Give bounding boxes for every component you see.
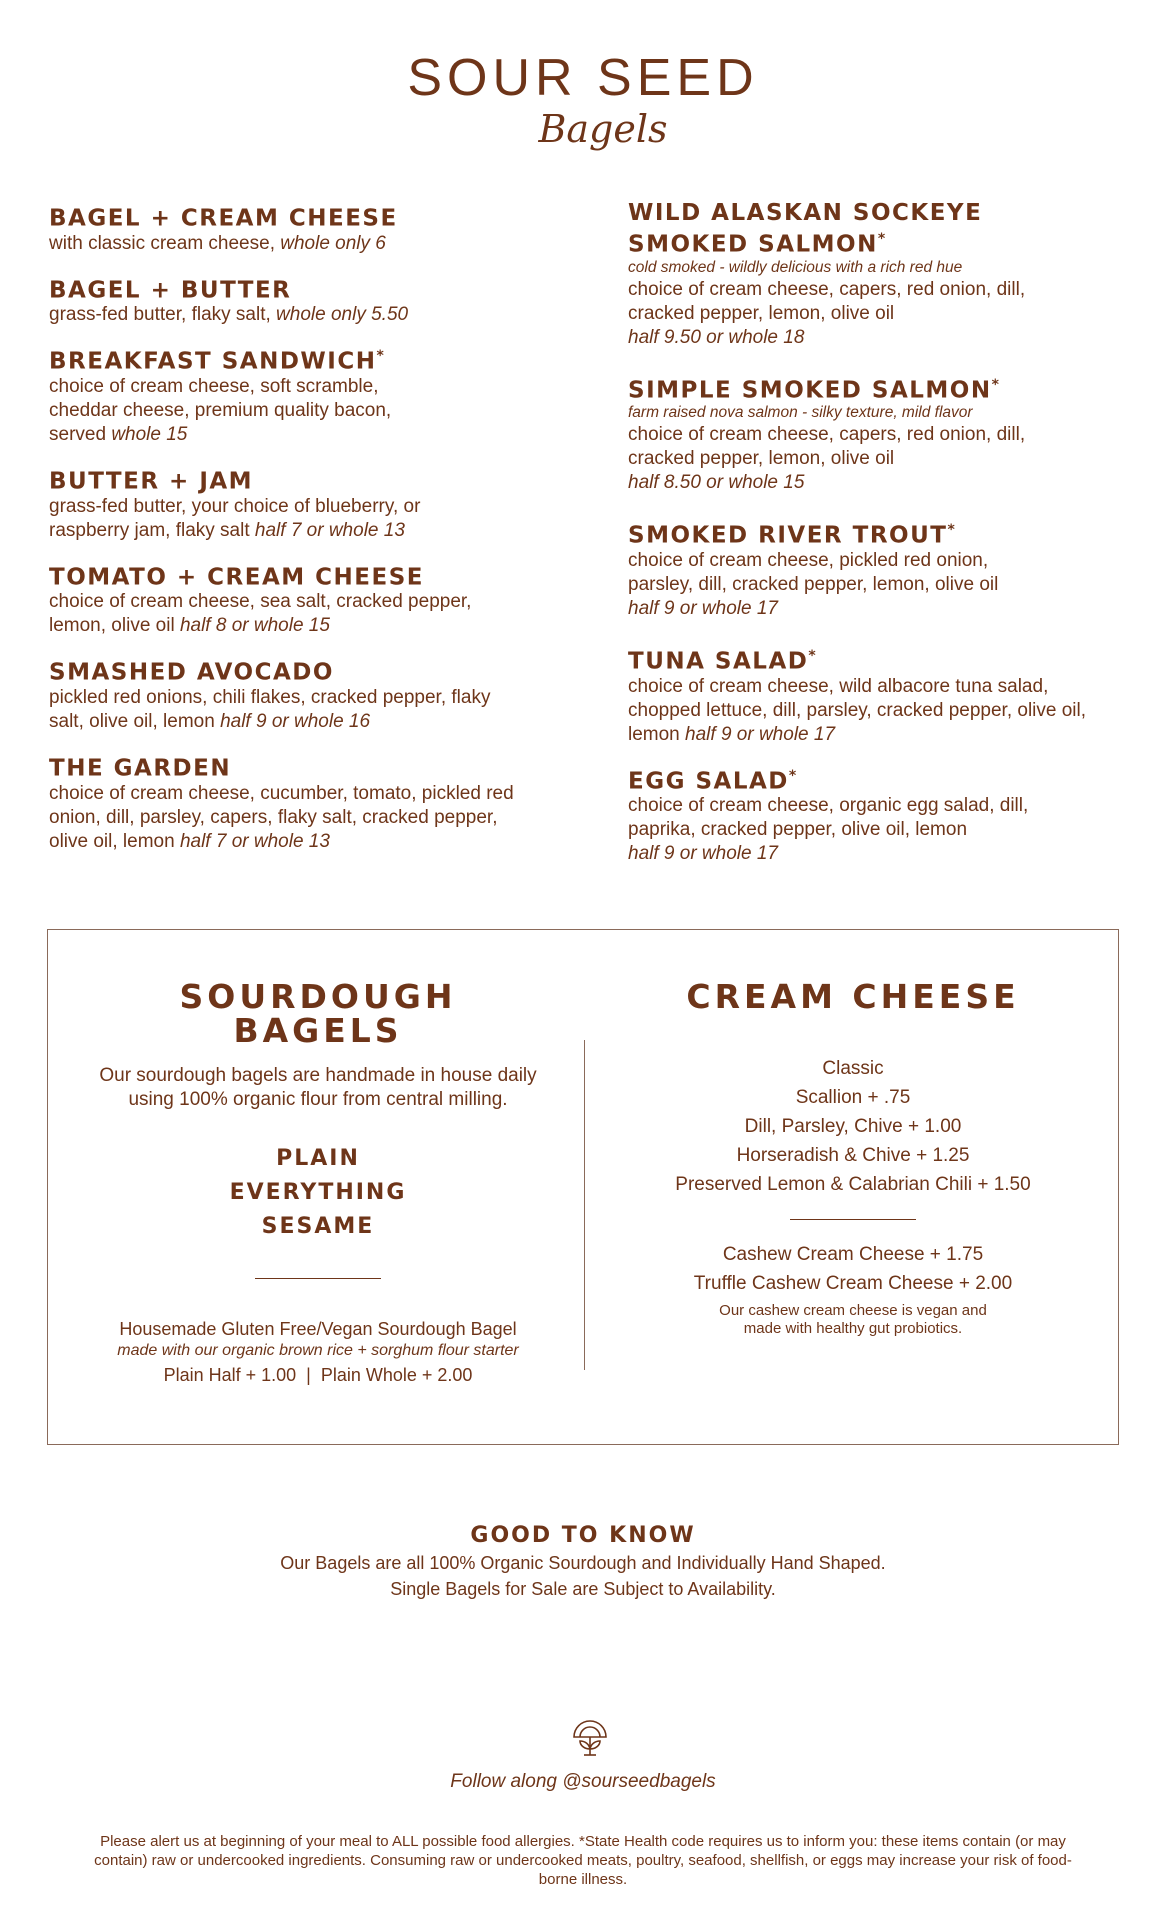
sourdough-heading: SOURDOUGH BAGELS [179,977,457,1050]
item-asterisk: * [947,522,955,539]
item-price: half 8.50 or whole 15 [628,472,805,494]
item-price: whole only 5.50 [276,304,409,326]
cream-cheese-flavors [608,1054,1098,1199]
good-to-know-title: GOOD TO KNOW [470,1523,696,1548]
item-title: BAGEL + CREAM CHEESE [49,205,398,232]
section-rule [255,1278,381,1279]
flavor-item: Scallion + .75 [795,1087,911,1108]
menu-item [628,517,1138,621]
item-title: SMASHED AVOCADO [49,659,334,686]
menu-item [49,272,589,328]
item-title: BREAKFAST SANDWICH [49,348,377,375]
menu-left-column [49,200,589,870]
menu-item [628,763,1138,867]
item-title: EGG SALAD [628,768,789,795]
brand-header [0,49,1166,151]
item-description: choice of cream cheese, pickled red onion, parsley, dill, cracked pepper, lemon, olive oil [628,549,999,595]
item-price: half 9 or whole 17 [628,597,778,619]
social-follow: Follow along @sourseedbagels [450,1771,716,1792]
item-tagline: cold smoked - wildly delicious with a rich red hue [628,258,963,276]
item-description: pickled red onions, chili flakes, cracked pepper, flaky salt, olive oil, lemon [49,686,491,732]
menu-item [49,343,589,447]
gluten-free-price: Plain Half + 1.00 | Plain Whole + 2.00 [163,1365,473,1385]
item-description: choice of cream cheese, cucumber, tomato, pickled red onion, dill, parsley, capers, flaky salt, cracked pepper, olive oil, lemon [49,782,514,852]
flavor-item: Dill, Parsley, Chive + 1.00 [744,1116,962,1137]
brand-script: Bagels [538,107,668,151]
menu-item [49,654,589,734]
flavor-item: Horseradish & Chive + 1.25 [736,1145,970,1166]
good-to-know-line: Single Bagels for Sale are Subject to Availability. [390,1579,776,1599]
item-asterisk: * [877,231,886,247]
item-price: half 9 or whole 16 [220,710,371,732]
item-price: whole 15 [111,423,188,445]
item-title: WILD ALASKAN SOCKEYE SMOKED SALMON [628,200,983,258]
item-description: choice of cream cheese, sea salt, cracked pepper, lemon, olive oil [49,591,472,637]
item-price: half 7 or whole 13 [179,830,330,852]
sourdough-section [68,977,568,1389]
bagel-types-list [68,1142,568,1244]
item-asterisk: * [808,647,816,664]
allergy-disclaimer: Please alert us at beginning of your meal to ALL possible food allergies. *State Health code requires us to inform you: these items contain (or may contain) raw or undercooked ingredients. Consuming raw or undercooked meats, poultry, seafood, shellfish, or eggs may increase your risk of food-borne illness. [94,1833,1072,1888]
cashew-item: Truffle Cashew Cream Cheese + 2.00 [693,1273,1013,1294]
item-title: BUTTER + JAM [49,468,254,495]
item-description: with classic cream cheese, [49,232,275,254]
menu-right-column [628,200,1138,882]
bagel-flower-logo-icon [568,1715,612,1759]
item-price: half 9.50 or whole 18 [628,326,805,348]
flavor-item: Classic [822,1058,884,1079]
item-title: THE GARDEN [49,755,232,782]
item-title: SMOKED RIVER TROUT [628,522,948,549]
item-asterisk: * [376,348,384,365]
item-title: BAGEL + BUTTER [49,277,292,304]
item-price: whole only 6 [280,232,386,254]
item-tagline: farm raised nova salmon - silky texture, mild flavor [628,404,973,422]
item-price: half 7 or whole 13 [254,519,405,541]
item-description: choice of cream cheese, soft scramble, cheddar cheese, premium quality bacon, served [49,375,392,445]
menu-item [49,750,589,854]
cream-cheese-section [608,977,1098,1338]
item-title: SIMPLE SMOKED SALMON [628,377,992,404]
bagel-type: SESAME [261,1214,375,1239]
item-description: choice of cream cheese, wild albacore tuna salad, chopped lettuce, dill, parsley, cracked pepper, olive oil, lemon [628,675,1087,745]
item-title: TUNA SALAD [628,648,809,675]
cream-cheese-heading: CREAM CHEESE [686,977,1020,1016]
menu-item [628,200,1138,350]
sourdough-intro: Our sourdough bagels are handmade in house daily using 100% organic flour from central milling. [99,1065,537,1110]
menu-item [628,372,1138,496]
bagel-type: EVERYTHING [229,1180,407,1205]
item-price: half 9 or whole 17 [628,843,778,865]
cashew-item: Cashew Cream Cheese + 1.75 [722,1244,984,1265]
menu-item [628,643,1138,747]
bagels-and-spreads-box [47,929,1119,1445]
good-to-know-line: Our Bagels are all 100% Organic Sourdough and Individually Hand Shaped. [280,1553,886,1573]
item-description: grass-fed butter, flaky salt, [49,304,271,326]
flavor-item: Preserved Lemon & Calabrian Chili + 1.50 [675,1174,1031,1195]
cashew-options [608,1240,1098,1298]
vertical-divider [584,1040,585,1370]
menu-item [49,200,589,256]
item-description: grass-fed butter, your choice of blueberry, or raspberry jam, flaky salt [49,495,421,541]
bagel-type: PLAIN [276,1146,360,1171]
item-description: choice of cream cheese, capers, red onion, dill, cracked pepper, lemon, olive oil [628,424,1026,470]
item-description: choice of cream cheese, organic egg salad, dill, paprika, cracked pepper, olive oil, lemon [628,795,1029,841]
brand-name: SOUR SEED [407,49,759,107]
item-asterisk: * [991,376,999,393]
item-title: TOMATO + CREAM CHEESE [49,564,424,591]
section-rule [790,1219,916,1220]
cashew-note: Our cashew cream cheese is vegan and made with healthy gut probiotics. [719,1302,987,1337]
gluten-free-title: Housemade Gluten Free/Vegan Sourdough Bagel [119,1319,517,1339]
gluten-free-tagline: made with our organic brown rice + sorghum flour starter [117,1342,519,1359]
item-price: half 8 or whole 15 [179,615,330,637]
item-price: half 9 or whole 17 [685,723,836,745]
good-to-know [0,1522,1166,1602]
item-asterisk: * [788,767,797,784]
menu-item [49,463,589,543]
item-description: choice of cream cheese, capers, red onion, dill, cracked pepper, lemon, olive oil [628,278,1026,324]
menu-item [49,559,589,639]
